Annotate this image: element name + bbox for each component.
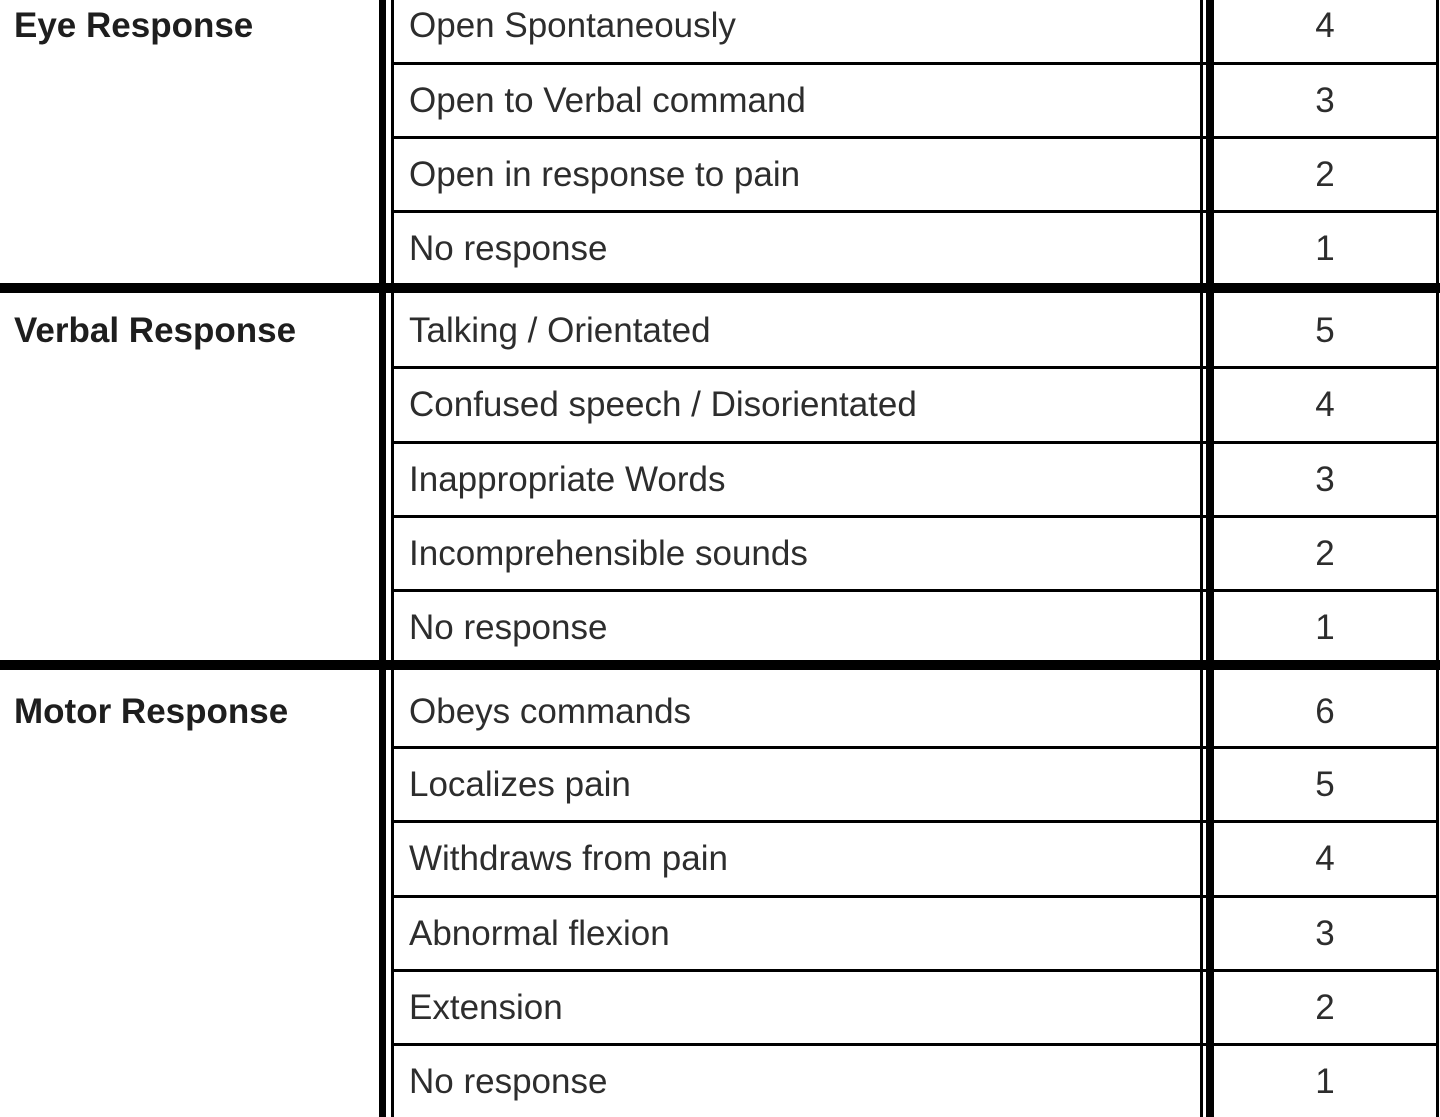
row-score: 6 — [1315, 692, 1335, 731]
row-description: Confused speech / Disorientated — [409, 385, 917, 424]
column-divider-right — [1200, 0, 1203, 1117]
row-score: 1 — [1315, 608, 1335, 647]
row-divider — [391, 969, 1439, 972]
row-score: 3 — [1315, 914, 1335, 953]
column-divider-left — [379, 0, 386, 1117]
row-divider — [391, 62, 1439, 65]
row-description: Open to Verbal command — [409, 81, 806, 120]
section-label-eye-response: Eye Response — [14, 6, 254, 45]
row-divider — [391, 210, 1439, 213]
row-description: Abnormal flexion — [409, 914, 670, 953]
row-description: Open Spontaneously — [409, 6, 736, 45]
row-score: 3 — [1315, 460, 1335, 499]
column-border-outer — [1436, 0, 1439, 1117]
row-divider — [391, 589, 1439, 592]
row-divider — [391, 136, 1439, 139]
row-description: Obeys commands — [409, 692, 692, 731]
row-divider — [391, 820, 1439, 823]
row-divider — [391, 441, 1439, 444]
row-divider — [391, 366, 1439, 369]
row-description: Inappropriate Words — [409, 460, 726, 499]
row-description: Extension — [409, 988, 563, 1027]
row-score: 5 — [1315, 311, 1335, 350]
row-description: No response — [409, 229, 608, 268]
row-score: 2 — [1315, 988, 1335, 1027]
row-score: 5 — [1315, 765, 1335, 804]
row-score: 4 — [1315, 385, 1335, 424]
row-score: 1 — [1315, 1062, 1335, 1101]
row-divider — [391, 515, 1439, 518]
row-description: Open in response to pain — [409, 155, 801, 194]
row-description: Incomprehensible sounds — [409, 534, 808, 573]
row-score: 3 — [1315, 81, 1335, 120]
row-description: No response — [409, 1062, 608, 1101]
column-divider-score — [1206, 0, 1214, 1117]
section-label-motor-response: Motor Response — [14, 692, 289, 731]
column-divider-inner — [391, 0, 394, 1117]
row-description: Withdraws from pain — [409, 839, 728, 878]
row-description: Localizes pain — [409, 765, 631, 804]
row-divider — [391, 1043, 1439, 1046]
row-divider — [391, 895, 1439, 898]
row-score: 2 — [1315, 155, 1335, 194]
row-description: Talking / Orientated — [409, 311, 711, 350]
section-divider — [0, 283, 1440, 293]
row-score: 2 — [1315, 534, 1335, 573]
section-divider — [0, 660, 1440, 670]
section-label-verbal-response: Verbal Response — [14, 311, 297, 350]
row-score: 4 — [1315, 839, 1335, 878]
row-divider — [391, 746, 1439, 749]
row-score: 4 — [1315, 6, 1335, 45]
row-description: No response — [409, 608, 608, 647]
row-score: 1 — [1315, 229, 1335, 268]
